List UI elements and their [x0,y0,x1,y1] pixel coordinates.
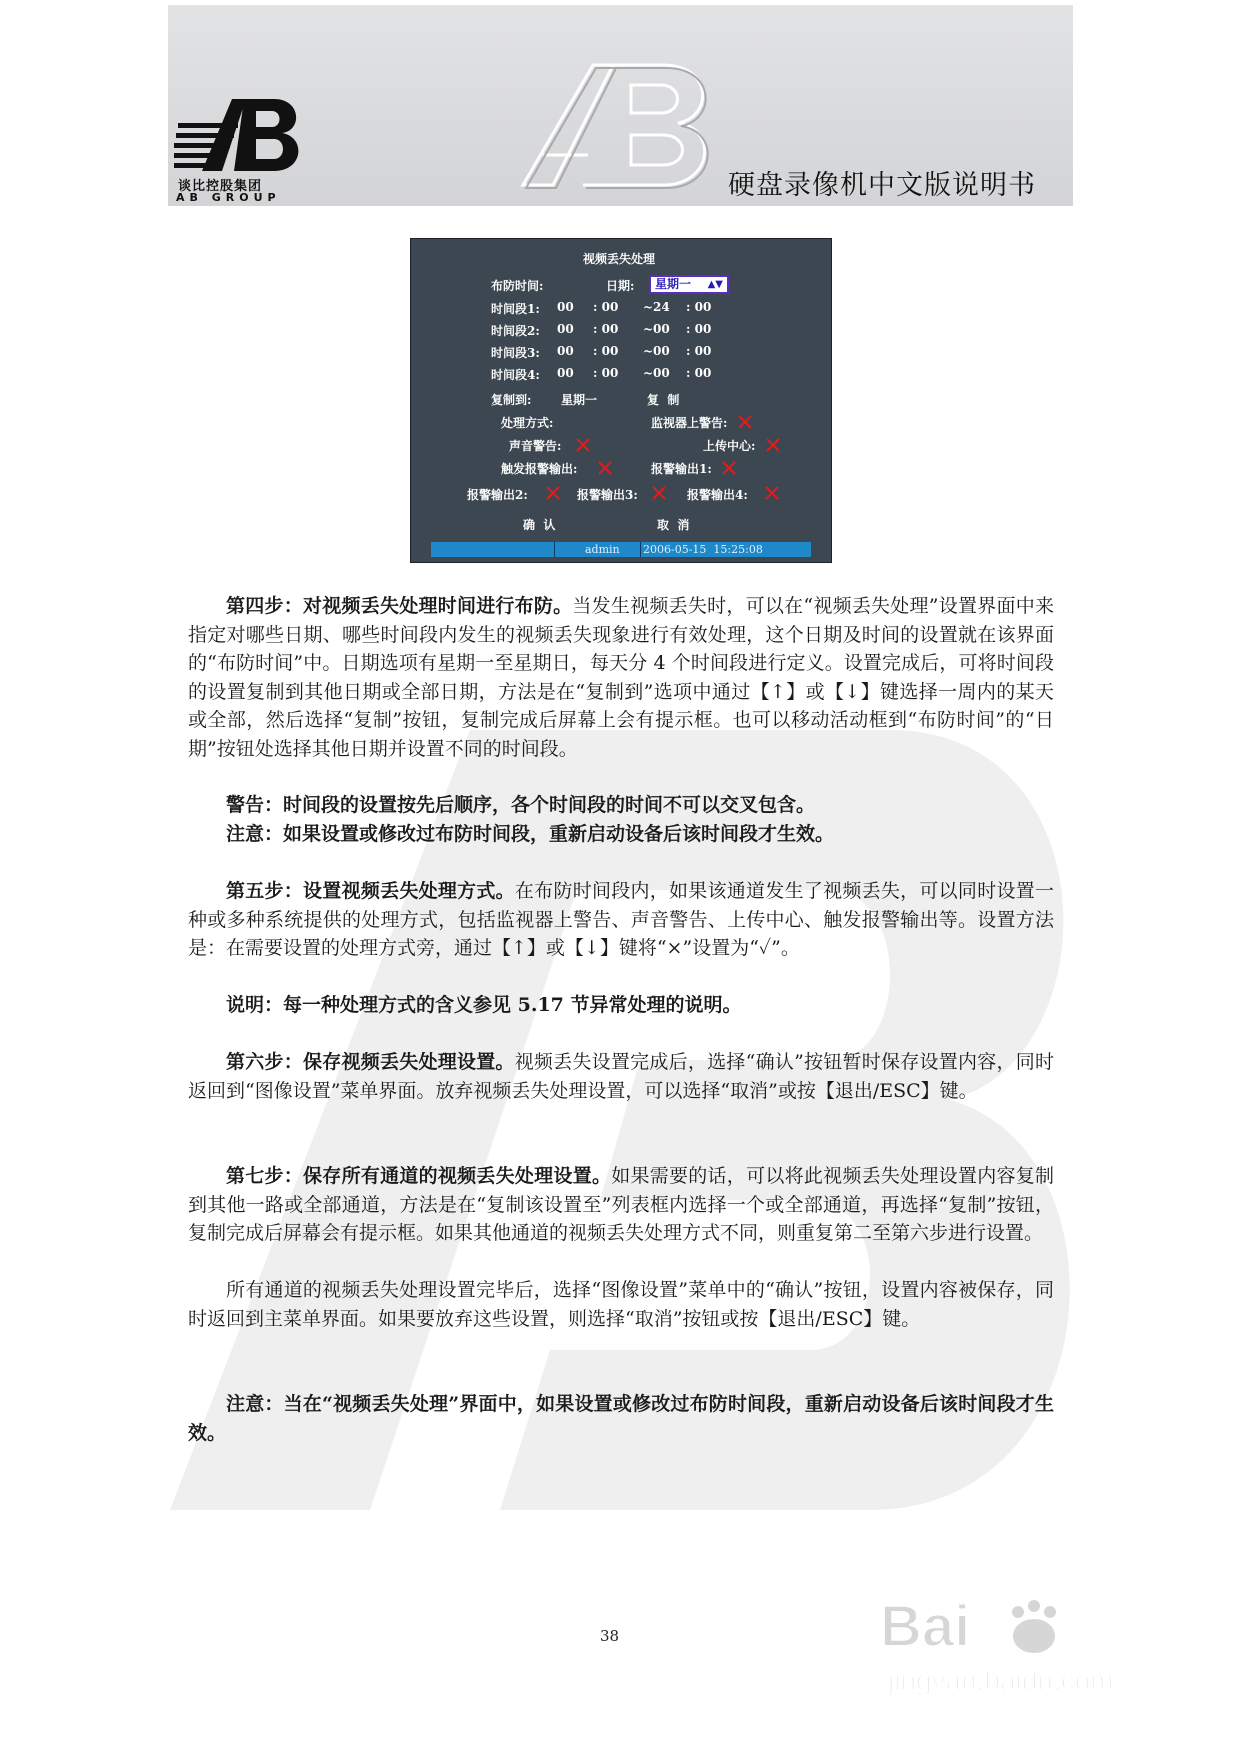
sound-warning-checkbox[interactable] [575,437,591,453]
end-hour[interactable]: ~00 [643,366,670,380]
date-select[interactable] [649,275,729,294]
alarm-output-1-label: 报警输出1: [651,462,712,476]
step6-heading: 第六步：保存视频丢失处理设置。 [226,1051,515,1073]
date-label: 日期: [606,279,635,293]
alarm-output-4-checkbox[interactable] [764,485,780,501]
status-datetime: 2006-05-15 15:25:08 [643,543,763,556]
page-header [168,5,1073,206]
step7-paragraph [188,1162,1054,1248]
step7-paragraph-2: 所有通道的视频丢失处理设置完毕后，选择“图像设置”菜单中的“确认”按钮，设置内容被保存，同时返回到主菜单界面。如果要放弃这些设置，则选择“取消”按钮或按【退出/ESC】键。 [188,1279,1054,1330]
step6-body: 视频丢失设置完成后，选择“确认”按钮暂时保存设置内容，同时返回到“图像设置”菜单界面。放弃视频丢失处理设置，可以选择“取消”或按【退出/ESC】键。 [188,1051,1054,1102]
alarm-output-3-label: 报警输出3: [577,488,638,502]
alarm-output-4-label: 报警输出4: [687,488,748,502]
step5-heading: 第五步：设置视频丢失处理方式。 [226,880,515,902]
alarm-output-2-checkbox[interactable] [545,485,561,501]
copy-to-label: 复制到: [491,393,532,407]
start-minute[interactable]: : 00 [593,366,619,380]
final-note-text: 注意：当在“视频丢失处理”界面中，如果设置或修改过布防时间段，重新启动设备后该时间段才生效。 [188,1393,1054,1444]
upload-center-label: 上传中心: [703,439,756,453]
start-minute[interactable]: : 00 [593,344,619,358]
trigger-output-checkbox[interactable] [597,460,613,476]
start-hour[interactable]: 00 [557,322,574,336]
end-minute[interactable]: : 00 [686,344,712,358]
confirm-button[interactable]: 确 认 [523,518,556,532]
sound-warning-label: 声音警告: [509,439,562,453]
monitor-warning-checkbox[interactable] [737,414,753,430]
end-hour[interactable]: ~24 [643,300,670,314]
end-hour[interactable]: ~00 [643,344,670,358]
upload-center-checkbox[interactable] [765,437,781,453]
copy-to-select[interactable]: 星期一 [561,393,598,407]
start-hour[interactable]: 00 [557,366,574,380]
arm-time-label: 布防时间: [491,279,544,293]
baidu-brand-jingyan: 经验 [1058,1601,1158,1657]
warning-text: 警告：时间段的设置按先后顺序，各个时间段的时间不可以交叉包含。 [226,794,816,816]
date-select-value: 星期一 [655,277,692,291]
period-label: 时间段3: [491,346,540,360]
trigger-output-label: 触发报警输出: [501,462,578,476]
baidu-jingyan-watermark [878,1572,1178,1702]
start-hour[interactable]: 00 [557,344,574,358]
monitor-warning-label: 监视器上警告: [651,416,728,430]
status-divider [640,542,641,557]
step6-paragraph [188,1048,1054,1105]
dvr-video-loss-dialog [410,238,832,563]
status-user: admin [585,543,620,556]
updown-icon: ▲▼ [707,279,723,290]
step5-body: 在布防时间段内，如果该通道发生了视频丢失，可以同时设置一种或多种系统提供的处理方式，包括监视器上警告、声音警告、上传中心、触发报警输出等。设置方法是：在需要设置的处理方式旁，通过【↑】或【↓】键将“×”设置为“✓”。 [188,880,1054,959]
end-hour[interactable]: ~00 [643,322,670,336]
logo-english-name: AB GROUP [176,191,281,204]
start-hour[interactable]: 00 [557,300,574,314]
step4-heading: 第四步：对视频丢失处理时间进行布防。 [226,595,573,617]
alarm-output-2-label: 报警输出2: [467,488,528,502]
page-number: 38 [600,1627,620,1645]
end-minute[interactable]: : 00 [686,322,712,336]
baidu-url: jingyan.baidu.com [888,1665,1114,1696]
step4-body: 当发生视频丢失时，可以在“视频丢失处理”设置界面中来指定对哪些日期、哪些时间段内发生的视频丢失现象进行有效处理，这个日期及时间的设置就在该界面的“布防时间”中。日期选项有星期一至星期日，每天分 4 个时间段进行定义。设置完成后，可将时间段的设置复制到其他日期或全部日期，方法是在“复制到”选项中通过【↑】或【↓】键选择一周内的某天或全部，然后选择“复制”按钮，复制完成后屏幕上会有提示框。也可以移动活动框到“布防时间”的“日期”按钮处选择其他日期并设置不同的时间段。 [188,595,1054,760]
baidu-brand: Bai [880,1594,971,1659]
end-minute[interactable]: : 00 [686,300,712,314]
step7-heading: 第七步：保存所有通道的视频丢失处理设置。 [226,1165,612,1187]
explain-text: 说明：每一种处理方式的含义参见 5.17 节异常处理的说明。 [226,994,742,1016]
status-divider [554,542,555,557]
alarm-output-1-checkbox[interactable] [721,460,737,476]
period-label: 时间段1: [491,302,540,316]
dialog-title: 视频丢失处理 [583,252,656,266]
handling-label: 处理方式: [501,416,554,430]
start-minute[interactable]: : 00 [593,300,619,314]
cancel-button[interactable]: 取 消 [657,518,690,532]
end-minute[interactable]: : 00 [686,366,712,380]
note-text: 注意：如果设置或修改过布防时间段，重新启动设备后该时间段才生效。 [226,823,835,845]
alarm-output-3-checkbox[interactable] [651,485,667,501]
copy-button[interactable]: 复 制 [647,393,680,407]
document-title: 硬盘录像机中文版说明书 [728,170,1036,201]
step5-paragraph [188,877,1054,963]
start-minute[interactable]: : 00 [593,322,619,336]
status-bar [431,542,811,557]
logo-chinese-name: 谈比控股集团 [178,179,263,194]
ab-emblem-logo [513,55,713,195]
period-label: 时间段4: [491,368,540,382]
step4-paragraph [188,592,1054,763]
step7-body: 如果需要的话，可以将此视频丢失处理设置内容复制到其他一路或全部通道，方法是在“复制该设置至”列表框内选择一个或全部通道，再选择“复制”按钮，复制完成后屏幕会有提示框。如果其他通道的视频丢失处理方式不同，则重复第二至第六步进行设置。 [188,1165,1054,1244]
period-label: 时间段2: [491,324,540,338]
